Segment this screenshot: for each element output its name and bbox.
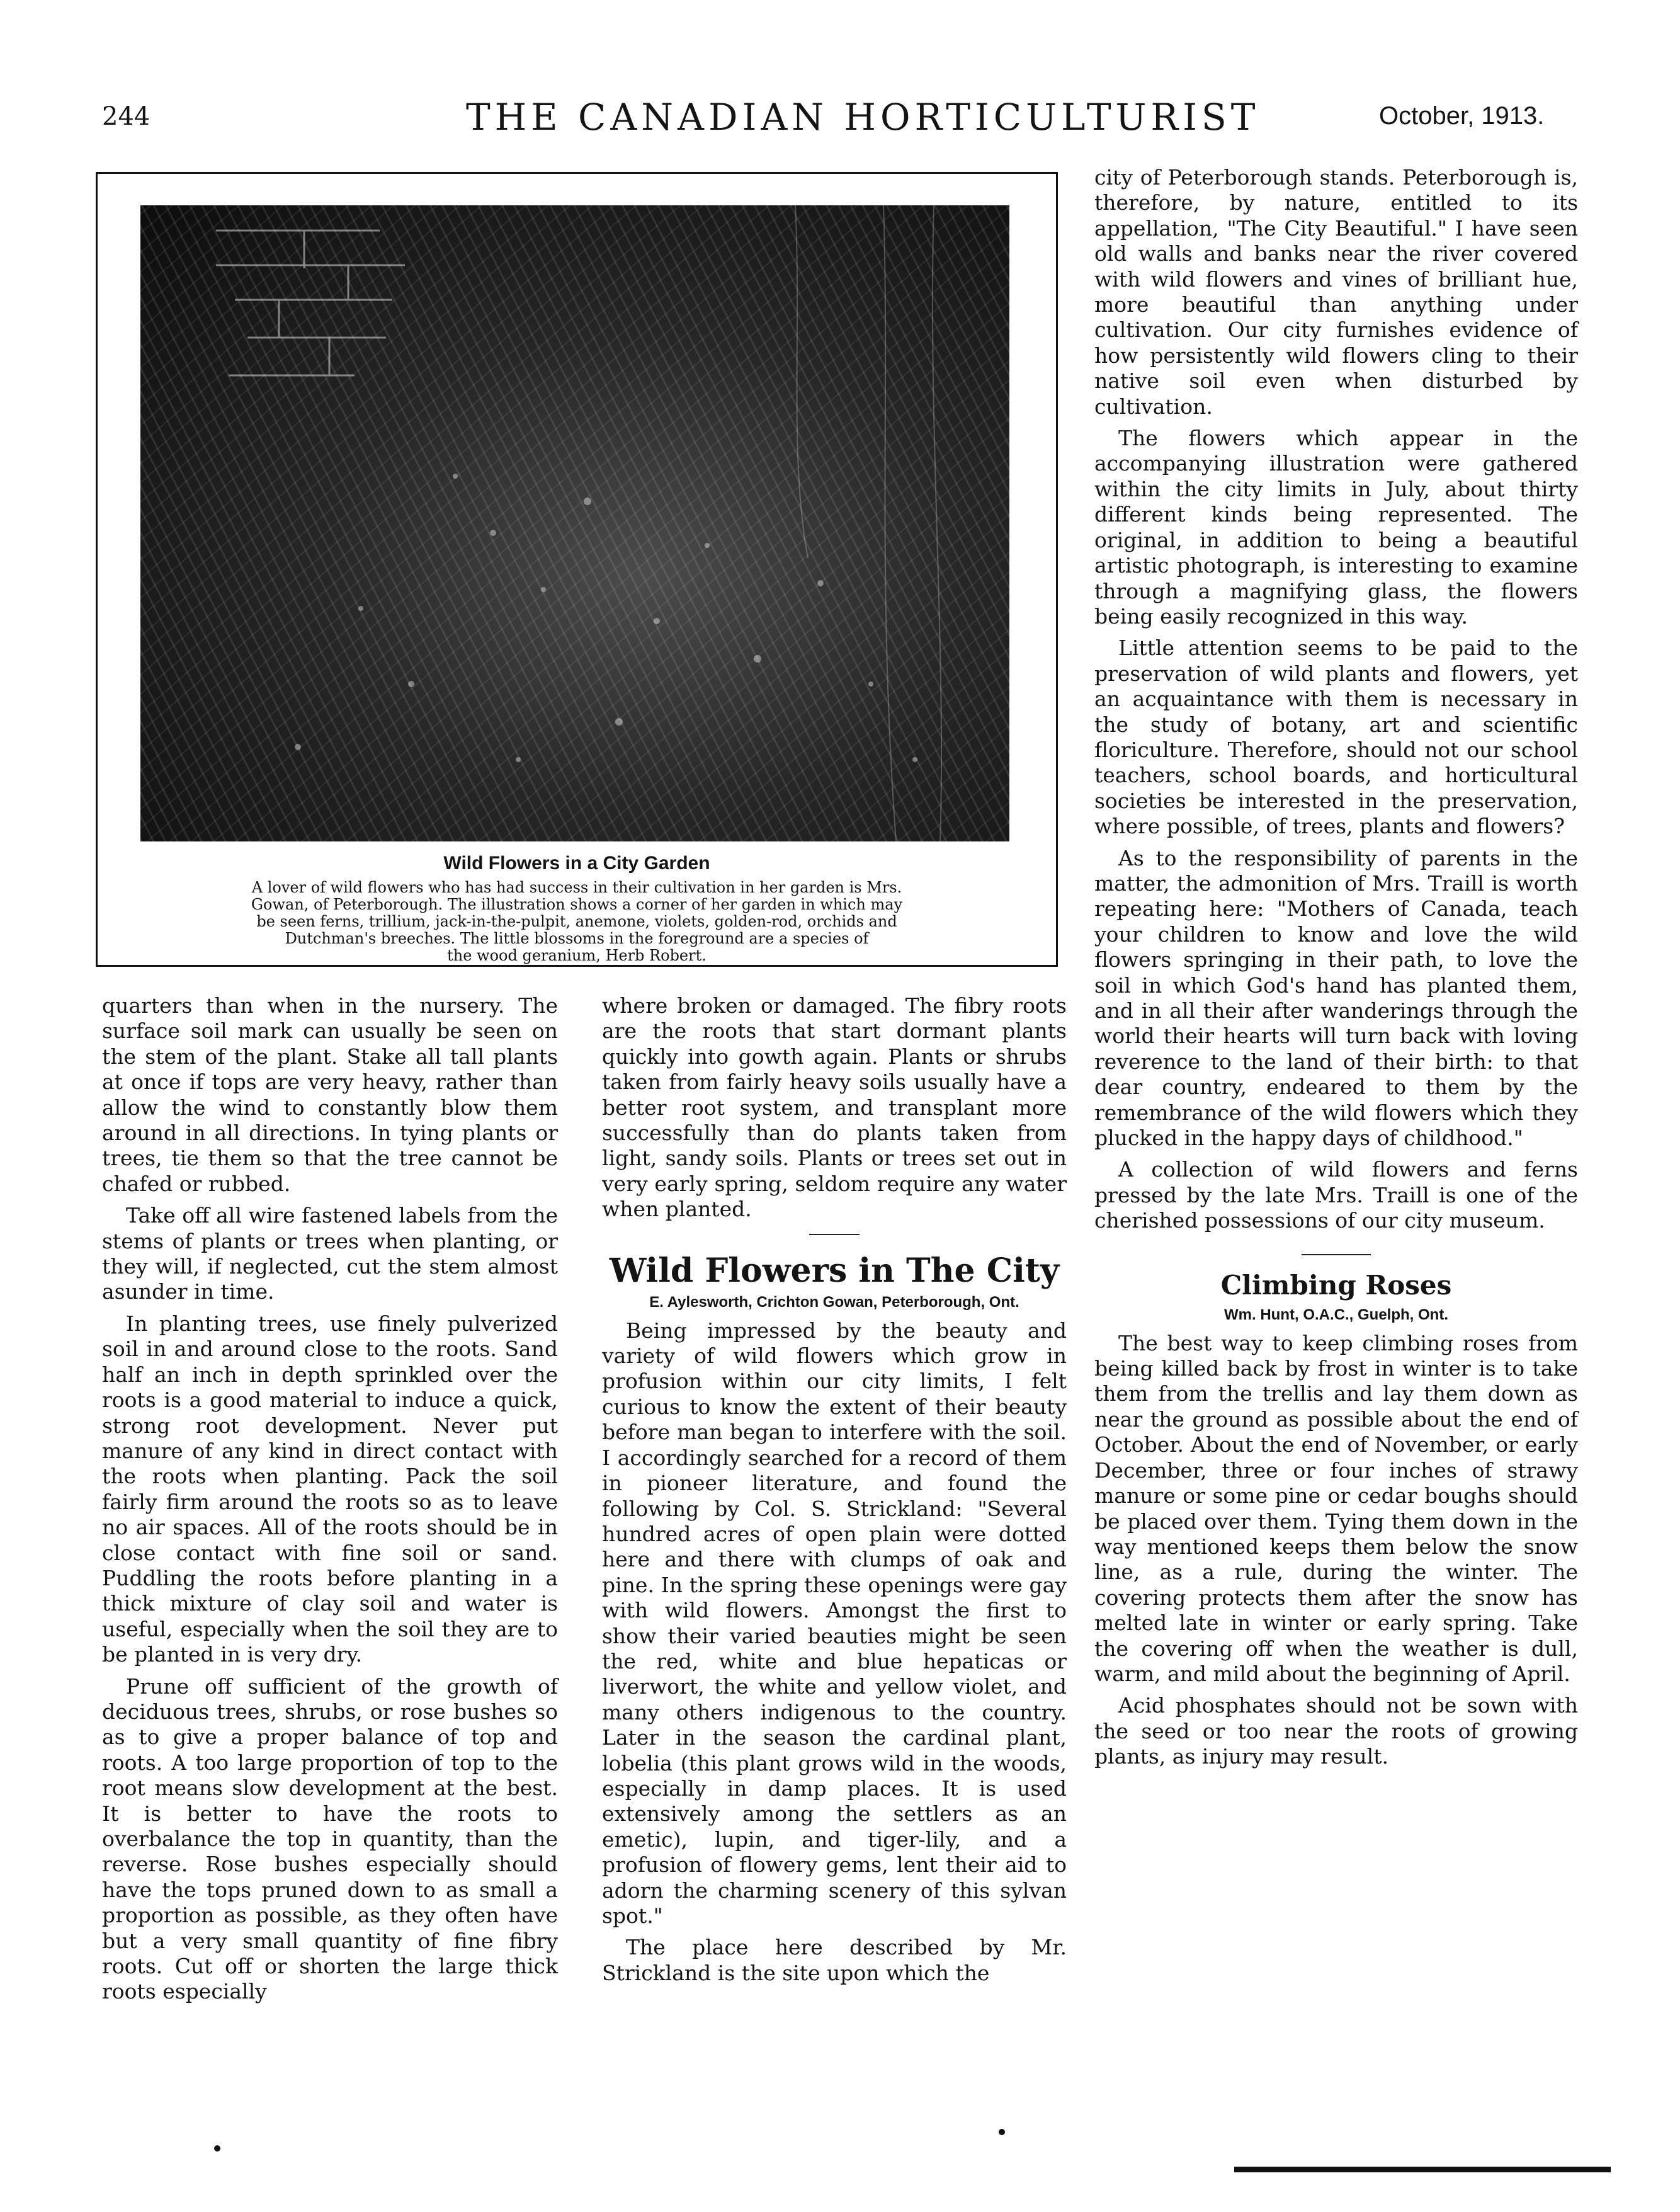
- body-paragraph: As to the responsibility of parents in the matter, the admonition of Mrs. Traill is worth repeating here: "Mothers of Canada, teach your children to know and love the wild flowers springing in their path, to love the soil in which God's hand has planted them, and in all their after wanderings through the world their hearts will turn back with loving reverence to the land of their birth: to that dear country, endeared to them by the remembrance of the wild flowers which they plucked in the happy days of childhood.": [1094, 845, 1578, 1151]
- column-right: [1094, 165, 1578, 1776]
- body-paragraph: Little attention seems to be paid to the preservation of wild plants and flowers, yet an acquaintance with them is necessary in the study of botany, art and scientific floriculture. Therefore, should not our school teachers, school boards, and horticultural societies be interested in the preservation, where possible, of trees, plants and flowers?: [1094, 636, 1578, 839]
- issue-date: October, 1913.: [1379, 102, 1545, 130]
- body-paragraph: In planting trees, use finely pulverized soil in and around close to the roots. Sand half an inch in depth sprinkled over the roots is a good material to induce a quick, strong root development. Never put manure of any kind in direct contact with the roots when planting. Pack the soil fairly firm around the roots so as to leave no air spaces. All of the roots should be in close contact with fine soil or sand. Puddling the roots before planting in a thick mixture of clay soil and water is useful, especially when the soil they are to be planted in is very dry.: [102, 1311, 558, 1667]
- scan-edge-bar: [1234, 2167, 1611, 2172]
- column-middle: [602, 993, 1067, 1992]
- journal-title: THE CANADIAN HORTICULTURIST: [466, 96, 1260, 139]
- section-divider: [809, 1234, 860, 1235]
- body-paragraph: Prune off sufficient of the growth of deciduous trees, shrubs, or rose bushes so as to give a proper balance of top and roots. A too large proportion of top to the root means slow development at the best. It is better to have the roots to overbalance the top in quantity, than the reverse. Rose bushes especially should have the tops pruned down to as small a proportion as possible, as they often have but a very small quantity of fine fibry roots. Cut off or shorten the large thick roots especially: [102, 1673, 558, 2004]
- scan-speck: [999, 2129, 1005, 2135]
- garden-photograph: [140, 205, 1009, 841]
- garden-photo-texture: [140, 205, 1009, 841]
- caption-line: Dutchman's breeches. The little blossoms in the foreground are a species of: [285, 930, 869, 947]
- body-paragraph: The flowers which appear in the accompanying illustration were gathered within the city limits in July, about thirty different kinds being represented. The original, in addition to being a beautiful artistic photograph, is interesting to examine through a magnifying glass, the flowers being easily recognized in this way.: [1094, 426, 1578, 629]
- body-paragraph: where broken or damaged. The fibry roots are the roots that start dormant plants quickly into gowth again. Plants or shrubs taken from fairly heavy soils usually have a better root system, and transplant more successfully than do plants taken from light, sandy soils. Plants or trees set out in very early spring, seldom require any water when planted.: [602, 993, 1067, 1222]
- body-paragraph: The place here described by Mr. Strickland is the site upon which the: [602, 1935, 1067, 1985]
- figure-box: [96, 172, 1058, 967]
- figure-caption: [142, 879, 1012, 964]
- article-title-wild-flowers: Wild Flowers in The City: [609, 1251, 1060, 1290]
- caption-line: be seen ferns, trillium, jack-in-the-pulpit, anemone, violets, golden-rod, orchids and: [256, 913, 897, 930]
- body-paragraph: Acid phosphates should not be sown with the seed or too near the roots of growing plants, as injury may result.: [1094, 1693, 1578, 1769]
- body-paragraph: Being impressed by the beauty and variety of wild flowers which grow in profusion within our city limits, I felt curious to know the extent of their beauty before man began to interfere with the soil. I accordingly searched for a record of them in pioneer literature, and found the following by Col. S. Strickland: "Several hundred acres of open plain were dotted here and there with clumps of oak and pine. In the spring these openings were gay with wild flowers. Amongst the first to show their varied beauties might be seen the red, white and blue hepaticas or liverwort, the white and yellow violet, and many others indigenous to the country. Later in the season the cardinal plant, lobelia (this plant grows wild in the woods, especially in damp places. It is used extensively among the settlers as an emetic), lupin, and tiger-lily, and a profusion of flowery gems, lent their aid to adorn the charming scenery of this sylvan spot.": [602, 1318, 1067, 1928]
- column-left: [102, 993, 558, 2011]
- caption-line: A lover of wild flowers who has had success in their cultivation in her garden is Mrs.: [251, 879, 902, 896]
- body-paragraph: quarters than when in the nursery. The surface soil mark can usually be seen on the stem of the plant. Stake all tall plants at once if tops are very heavy, rather than allow the wind to constantly blow them around in all directions. In tying plants or trees, tie them so that the tree cannot be chafed or rubbed.: [102, 993, 558, 1196]
- caption-line: Gowan, of Peterborough. The illustration shows a corner of her garden in which may: [251, 896, 903, 913]
- article-byline: E. Aylesworth, Crichton Gowan, Peterborough, Ont.: [649, 1293, 1019, 1311]
- page-number: 244: [102, 102, 150, 131]
- body-paragraph: A collection of wild flowers and ferns pressed by the late Mrs. Traill is one of the cherished possessions of our city museum.: [1094, 1157, 1578, 1233]
- article-byline: Wm. Hunt, O.A.C., Guelph, Ont.: [1224, 1306, 1448, 1323]
- body-paragraph: Take off all wire fastened labels from the stems of plants or trees when planting, or they will, if neglected, cut the stem almost asunder in time.: [102, 1203, 558, 1304]
- article-title-climbing-roses: Climbing Roses: [1220, 1269, 1452, 1301]
- section-divider: [1302, 1254, 1371, 1255]
- figure-caption-title: Wild Flowers in a City Garden: [443, 853, 710, 874]
- body-paragraph: city of Peterborough stands. Peterborough is, therefore, by nature, entitled to its appellation, "The City Beautiful." I have seen old walls and banks near the river covered with wild flowers and vines of brilliant hue, more beautiful than anything under cultivation. Our city furnishes evidence of how persistently wild flowers cling to their native soil even when disturbed by cultivation.: [1094, 165, 1578, 419]
- caption-line: the wood geranium, Herb Robert.: [447, 947, 707, 964]
- body-paragraph: The best way to keep climbing roses from being killed back by frost in winter is to take them from the trellis and lay them down as near the ground as possible about the end of October. About the end of November, or early December, three or four inches of strawy manure or some pine or cedar boughs should be placed over them. Tying them down in the way mentioned keeps them below the snow line, as a rule, during the winter. The covering protects them after the snow has melted late in winter or early spring. Take the covering off when the weather is dull, warm, and mild about the beginning of April.: [1094, 1330, 1578, 1686]
- scan-speck: [214, 2145, 220, 2152]
